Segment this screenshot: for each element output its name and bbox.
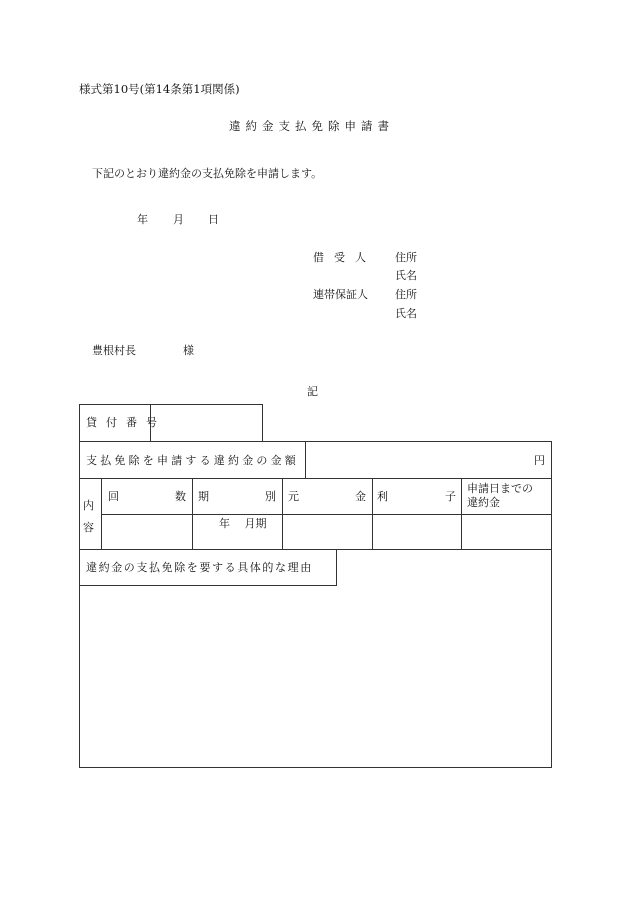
notes-label: 記 xyxy=(307,385,318,398)
row-term-value: 年 月期 xyxy=(219,517,267,530)
loan-number-label: 貸付番号 xyxy=(86,416,166,429)
col-installment-b: 数 xyxy=(175,490,186,503)
col-term-b: 別 xyxy=(265,490,276,503)
content-header-divider xyxy=(101,514,552,515)
col-principal-a: 元 xyxy=(288,490,299,503)
col-penalty-line2: 違約金 xyxy=(467,496,500,509)
date-year: 年 xyxy=(137,213,148,226)
document-title: 違約金支払免除申請書 xyxy=(229,119,394,133)
date-day: 日 xyxy=(208,213,219,226)
amount-divider xyxy=(305,441,306,479)
reason-label: 違約金の支払免除を要する具体的な理由 xyxy=(86,561,313,574)
addressee-honorific: 様 xyxy=(183,344,194,357)
content-label: 内容 xyxy=(83,499,94,534)
addressee-name: 豊根村長 xyxy=(92,344,136,357)
guarantor-address-label: 住所 xyxy=(395,288,417,301)
col-penalty-line1: 申請日までの xyxy=(467,482,533,495)
col-interest-b: 子 xyxy=(445,490,456,503)
exemption-amount-label: 支払免除を申請する違約金の金額 xyxy=(86,454,299,467)
col-term-a: 期 xyxy=(198,490,209,503)
exemption-amount-unit: 円 xyxy=(534,454,545,467)
col-interest-a: 利 xyxy=(377,490,388,503)
guarantor-name-label: 氏名 xyxy=(395,307,417,320)
col-installment-a: 回 xyxy=(108,490,119,503)
col-principal-b: 金 xyxy=(355,490,366,503)
borrower-address-label: 住所 xyxy=(395,251,417,264)
intro-text: 下記のとおり違約金の支払免除を申請します。 xyxy=(92,167,323,180)
row-divider-1 xyxy=(79,478,552,479)
date-month: 月 xyxy=(173,213,184,226)
borrower-name-label: 氏名 xyxy=(395,269,417,282)
borrower-label: 借受人 xyxy=(313,251,376,264)
form-number: 様式第10号(第14条第1項関係) xyxy=(79,82,240,96)
guarantor-label: 連帯保証人 xyxy=(313,288,368,301)
